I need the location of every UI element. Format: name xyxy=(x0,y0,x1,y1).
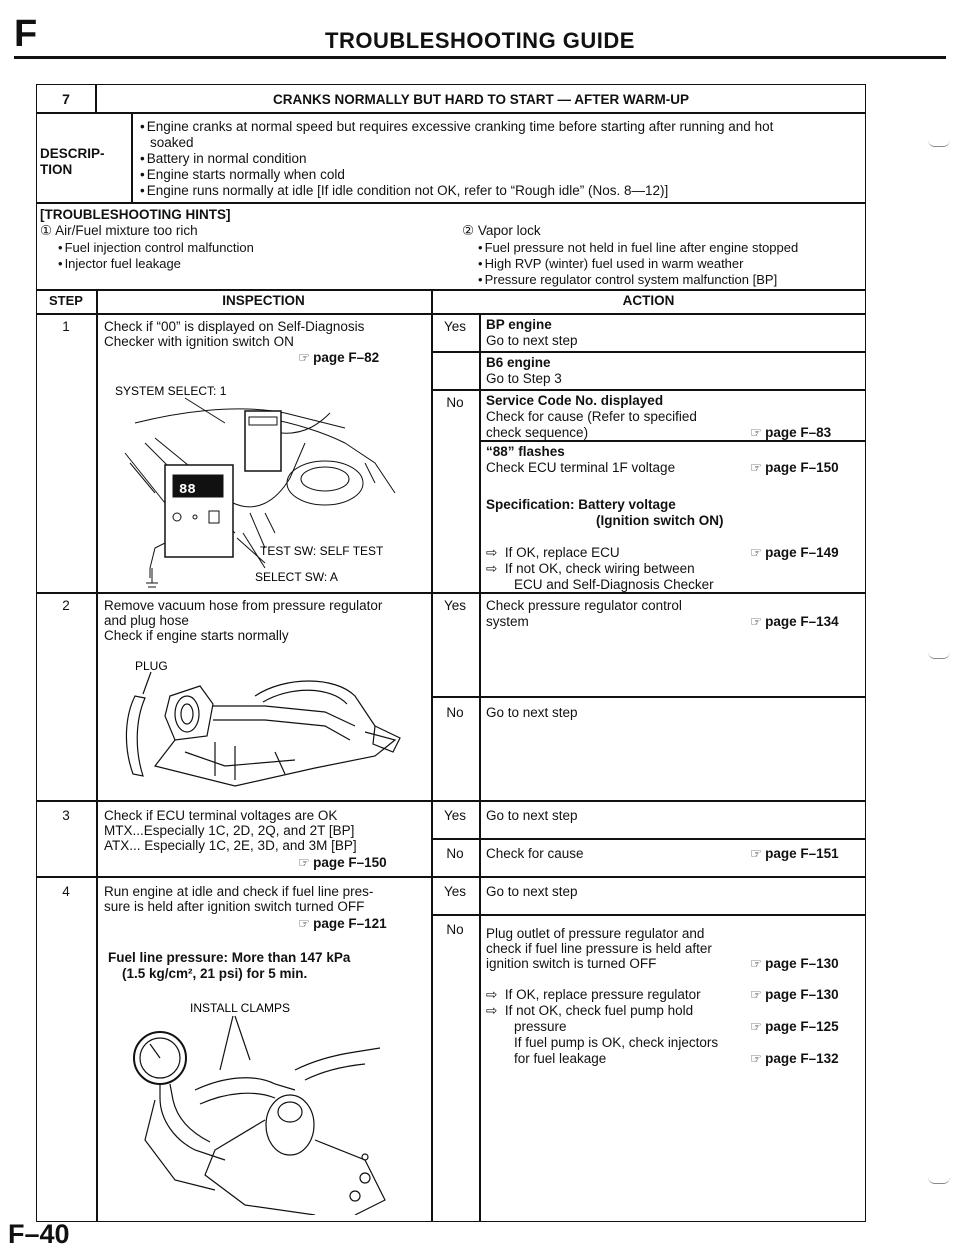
action-result: ⇨ If OK, replace ECU ⇨ If not OK, check wiring between ECU and Self-Diagnosis Checker xyxy=(486,545,714,592)
no-label: No xyxy=(446,395,464,410)
divider xyxy=(431,289,433,1222)
divider xyxy=(96,289,98,1222)
pointing-hand-icon: ☞ xyxy=(750,614,763,629)
action-result: ⇨ If OK, replace pressure regulator ⇨ If not OK, check fuel pump hold pressure If fuel pump is OK, check injectors for fuel leakage xyxy=(486,987,719,1066)
hint-item: • High RVP (winter) fuel used in warm weather xyxy=(478,256,743,272)
figure-label: INSTALL CLAMPS xyxy=(190,1001,291,1015)
action-flashes: “88” flashes Check ECU terminal 1F voltage xyxy=(486,444,676,475)
yes-label: Yes xyxy=(443,598,467,613)
page-reference: ☞ page F–134 xyxy=(750,614,839,629)
binder-mark xyxy=(928,140,950,147)
action-yes-b6: B6 engine Go to Step 3 xyxy=(486,355,562,386)
divider xyxy=(36,800,866,802)
description-line: • Engine runs normally at idle [If idle condition not OK, refer to “Rough idle” (Nos. 8—12)] xyxy=(140,183,860,199)
double-arrow-icon: ⇨ xyxy=(486,987,498,1002)
divider xyxy=(431,389,866,391)
page-reference: ☞ page F–150 xyxy=(298,855,387,870)
yes-label: Yes xyxy=(443,884,467,899)
description-text xyxy=(140,119,860,199)
header-rule xyxy=(14,56,946,59)
binder-mark xyxy=(928,652,950,659)
divider xyxy=(36,592,866,594)
description-line: soaked xyxy=(150,135,194,150)
figure-label: TEST SW: SELF TEST xyxy=(260,544,384,558)
section-letter: F xyxy=(14,13,38,55)
col-step-header: STEP xyxy=(49,293,83,308)
pointing-hand-icon: ☞ xyxy=(750,987,763,1002)
divider xyxy=(431,838,866,840)
page-reference: ☞ page F–130 xyxy=(750,987,839,1002)
page-reference: ☞ page F–82 xyxy=(298,350,380,365)
page-reference: ☞ page F–132 xyxy=(750,1051,839,1066)
divider xyxy=(131,112,133,202)
divider xyxy=(36,112,866,114)
page-reference: ☞ page F–151 xyxy=(750,846,839,861)
pointing-hand-icon: ☞ xyxy=(750,846,763,861)
pointing-hand-icon: ☞ xyxy=(750,1019,763,1034)
step-inspection: Check if ECU terminal voltages are OK MTX...Especially 1C, 2D, 2Q, and 2T [BP] ATX... Especially 1C, 2E, 3D, and 3M [BP] xyxy=(104,808,357,853)
figure-label: PLUG xyxy=(135,659,168,673)
step-inspection: Run engine at idle and check if fuel line pres- sure is held after ignition switch turned OFF xyxy=(104,884,374,914)
double-arrow-icon: ⇨ xyxy=(486,561,498,576)
step-number: 2 xyxy=(62,598,70,613)
hint-item: • Injector fuel leakage xyxy=(58,256,181,272)
divider xyxy=(431,351,866,353)
divider xyxy=(431,696,866,698)
description-line: • Engine starts normally when cold xyxy=(140,167,860,183)
description-line: • Engine cranks at normal speed but requires excessive cranking time before starting after running and hot xyxy=(140,119,860,135)
action-no: Service Code No. displayed Check for cause (Refer to specified check sequence) xyxy=(486,393,697,440)
action-no: Go to next step xyxy=(486,705,578,720)
binder-mark xyxy=(928,1177,950,1184)
pointing-hand-icon: ☞ xyxy=(298,855,311,870)
hint-item: • Fuel pressure not held in fuel line after engine stopped xyxy=(478,240,798,256)
double-arrow-icon: ⇨ xyxy=(486,545,498,560)
pointing-hand-icon: ☞ xyxy=(298,916,311,931)
page-reference: ☞ page F–125 xyxy=(750,1019,839,1034)
divider xyxy=(479,313,481,1222)
divider xyxy=(36,289,866,291)
page-title: TROUBLESHOOTING GUIDE xyxy=(325,28,635,53)
step-inspection: Check if “00” is displayed on Self-Diagnosis Checker with ignition switch ON xyxy=(104,319,365,349)
divider xyxy=(36,876,866,878)
action-yes-bp: BP engine Go to next step xyxy=(486,317,578,348)
yes-label: Yes xyxy=(443,808,467,823)
no-label: No xyxy=(446,705,464,720)
item-title: CRANKS NORMALLY BUT HARD TO START — AFTER WARM-UP xyxy=(273,92,689,107)
description-label: DESCRIP- TION xyxy=(40,146,105,178)
hint-heading: ① Air/Fuel mixture too rich xyxy=(40,223,198,238)
page-reference: ☞ page F–149 xyxy=(750,545,839,560)
figure-label: SYSTEM SELECT: 1 xyxy=(115,384,227,398)
action-yes: Go to next step xyxy=(486,808,578,823)
divider xyxy=(36,202,866,204)
checker-display: 88 xyxy=(179,482,196,498)
pressure-regulator-figure xyxy=(115,656,405,796)
self-diagnosis-checker-figure xyxy=(115,383,415,588)
action-no: Check for cause xyxy=(486,846,584,861)
action-no: Plug outlet of pressure regulator and check if fuel line pressure is held after ignition switch is turned OFF xyxy=(486,926,712,971)
description-line: • Battery in normal condition xyxy=(140,151,860,167)
pointing-hand-icon: ☞ xyxy=(750,425,763,440)
double-arrow-icon: ⇨ xyxy=(486,1003,498,1018)
action-yes: Go to next step xyxy=(486,884,578,899)
no-label: No xyxy=(446,846,464,861)
specification: Fuel line pressure: More than 147 kPa (1.5 kg/cm², 21 psi) for 5 min. xyxy=(108,950,351,981)
pointing-hand-icon: ☞ xyxy=(750,460,763,475)
pointing-hand-icon: ☞ xyxy=(750,956,763,971)
pointing-hand-icon: ☞ xyxy=(750,545,763,560)
page-number: F–40 xyxy=(8,1219,70,1249)
figure-label: SELECT SW: A xyxy=(255,570,338,584)
page-reference: ☞ page F–130 xyxy=(750,956,839,971)
page-reference: ☞ page F–83 xyxy=(750,425,832,440)
divider xyxy=(431,914,866,916)
col-inspection-header: INSPECTION xyxy=(222,293,305,308)
hint-heading: ② Vapor lock xyxy=(462,223,541,238)
hints-title: [TROUBLESHOOTING HINTS] xyxy=(40,207,231,222)
page-reference: ☞ page F–150 xyxy=(750,460,839,475)
divider xyxy=(36,313,866,315)
hint-item: • Pressure regulator control system malfunction [BP] xyxy=(478,272,777,288)
step-number: 4 xyxy=(62,884,70,899)
no-label: No xyxy=(446,922,464,937)
fuel-pressure-gauge-figure xyxy=(115,1000,415,1215)
hint-item: • Fuel injection control malfunction xyxy=(58,240,254,256)
step-inspection: Remove vacuum hose from pressure regulator and plug hose Check if engine starts normally xyxy=(104,598,383,643)
step-number: 3 xyxy=(62,808,70,823)
specification: Specification: Battery voltage (Ignition switch ON) xyxy=(486,497,724,528)
step-number: 1 xyxy=(62,319,70,334)
item-number: 7 xyxy=(62,91,70,107)
yes-label: Yes xyxy=(443,319,467,334)
col-action-header: ACTION xyxy=(622,293,675,308)
action-yes: Check pressure regulator control system xyxy=(486,598,682,629)
pointing-hand-icon: ☞ xyxy=(750,1051,763,1066)
pointing-hand-icon: ☞ xyxy=(298,350,311,365)
page-reference: ☞ page F–121 xyxy=(298,916,387,931)
